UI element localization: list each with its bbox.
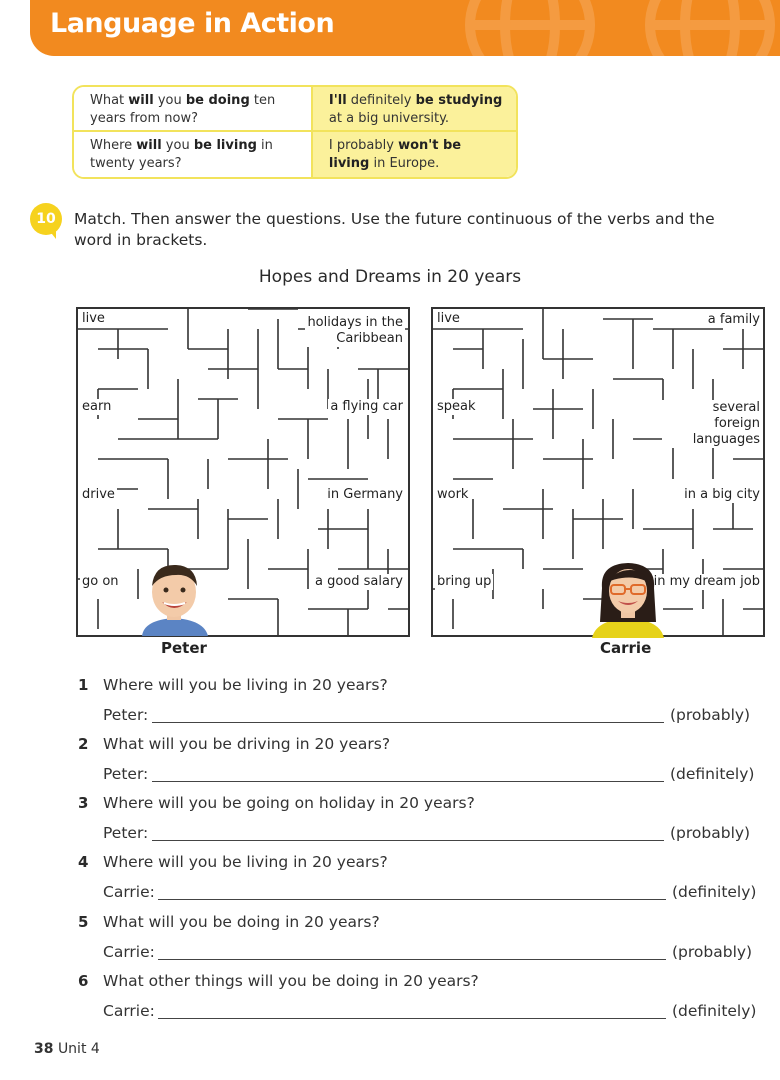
exercise-instructions: Match. Then answer the questions. Use the future continuous of the verbs and the word in brackets. <box>74 210 715 249</box>
answer-speaker: Carrie: <box>103 943 155 961</box>
question-text: What will you be doing in 20 years? <box>103 913 380 931</box>
grammar-answer-1: I'll definitely be studying at a big university. <box>313 87 516 132</box>
maze-peter-left-word-1: live <box>82 311 105 326</box>
question-number: 5 <box>78 913 89 931</box>
answer-speaker: Carrie: <box>103 883 155 901</box>
grammar-question-2: Where will you be living in twenty years? <box>90 138 273 171</box>
question-6 <box>78 972 768 1032</box>
question-1 <box>78 676 768 736</box>
maze-peter-right-word-2: a flying car <box>330 399 403 414</box>
question-number: 2 <box>78 735 89 753</box>
answer-adverb: (probably) <box>670 706 751 724</box>
question-5 <box>78 913 768 973</box>
question-2 <box>78 735 768 795</box>
answer-speaker: Peter: <box>103 765 149 783</box>
answer-adverb: (probably) <box>672 943 753 961</box>
question-4 <box>78 853 768 913</box>
answer-line[interactable] <box>152 722 664 723</box>
answer-line[interactable] <box>152 781 664 782</box>
grammar-answer-2: I probably won't be living in Europe. <box>328 138 462 171</box>
globe-icon <box>440 0 780 56</box>
carrie-name: Carrie <box>600 639 652 657</box>
answer-adverb: (definitely) <box>670 765 755 783</box>
question-3 <box>78 794 768 854</box>
answer-line[interactable] <box>158 959 666 960</box>
answer-speaker: Peter: <box>103 824 149 842</box>
question-text: Where will you be living in 20 years? <box>103 676 388 694</box>
answer-line[interactable] <box>158 899 666 900</box>
exercise-number-badge: 10 <box>30 203 62 235</box>
maze-carrie-right-word-3: in a big city <box>684 487 760 502</box>
answer-adverb: (definitely) <box>672 883 757 901</box>
question-number: 1 <box>78 676 89 694</box>
unit-label: Unit 4 <box>57 1041 100 1057</box>
maze-peter <box>76 307 410 637</box>
question-number: 4 <box>78 853 89 871</box>
answer-adverb: (definitely) <box>672 1002 757 1020</box>
peter-name: Peter <box>161 639 207 657</box>
peter-photo <box>134 560 214 636</box>
grammar-question-1: What will you be doing ten years from now? <box>74 87 311 132</box>
maze-carrie-left-word-2: speak <box>437 399 476 414</box>
header-banner <box>30 0 780 56</box>
question-text: What other things will you be doing in 20 years? <box>103 972 479 990</box>
answer-adverb: (probably) <box>670 824 751 842</box>
answer-speaker: Carrie: <box>103 1002 155 1020</box>
maze-peter-right-word-1: holidays in the Caribbean <box>305 315 405 347</box>
maze-carrie-right-word-1: a family <box>707 312 760 327</box>
maze-title: Hopes and Dreams in 20 years <box>258 267 522 287</box>
question-number: 3 <box>78 794 89 812</box>
maze-carrie-left-word-3: work <box>437 487 469 502</box>
question-number: 6 <box>78 972 89 990</box>
page-title: Language in Action <box>50 8 335 39</box>
maze-carrie-left-word-4: bring up <box>437 574 492 589</box>
page-footer <box>34 1041 100 1057</box>
maze-carrie-right-word-4: in my dream job <box>653 574 760 589</box>
answer-line[interactable] <box>158 1018 666 1019</box>
answer-line[interactable] <box>152 840 664 841</box>
page-number: 38 <box>34 1041 54 1057</box>
maze-peter-right-word-4: a good salary <box>315 574 403 589</box>
carrie-photo <box>586 558 670 638</box>
maze-peter-left-word-3: drive <box>82 487 115 502</box>
grammar-box <box>72 85 518 179</box>
maze-carrie-right-word-2: several foreign languages <box>662 400 762 448</box>
maze-peter-left-word-4: go on <box>82 574 119 589</box>
answer-speaker: Peter: <box>103 706 149 724</box>
maze-carrie-left-word-1: live <box>437 311 460 326</box>
maze-peter-left-word-2: earn <box>82 399 112 414</box>
maze-peter-right-word-3: in Germany <box>327 487 403 502</box>
question-text: Where will you be living in 20 years? <box>103 853 388 871</box>
question-text: Where will you be going on holiday in 20 years? <box>103 794 475 812</box>
question-text: What will you be driving in 20 years? <box>103 735 391 753</box>
